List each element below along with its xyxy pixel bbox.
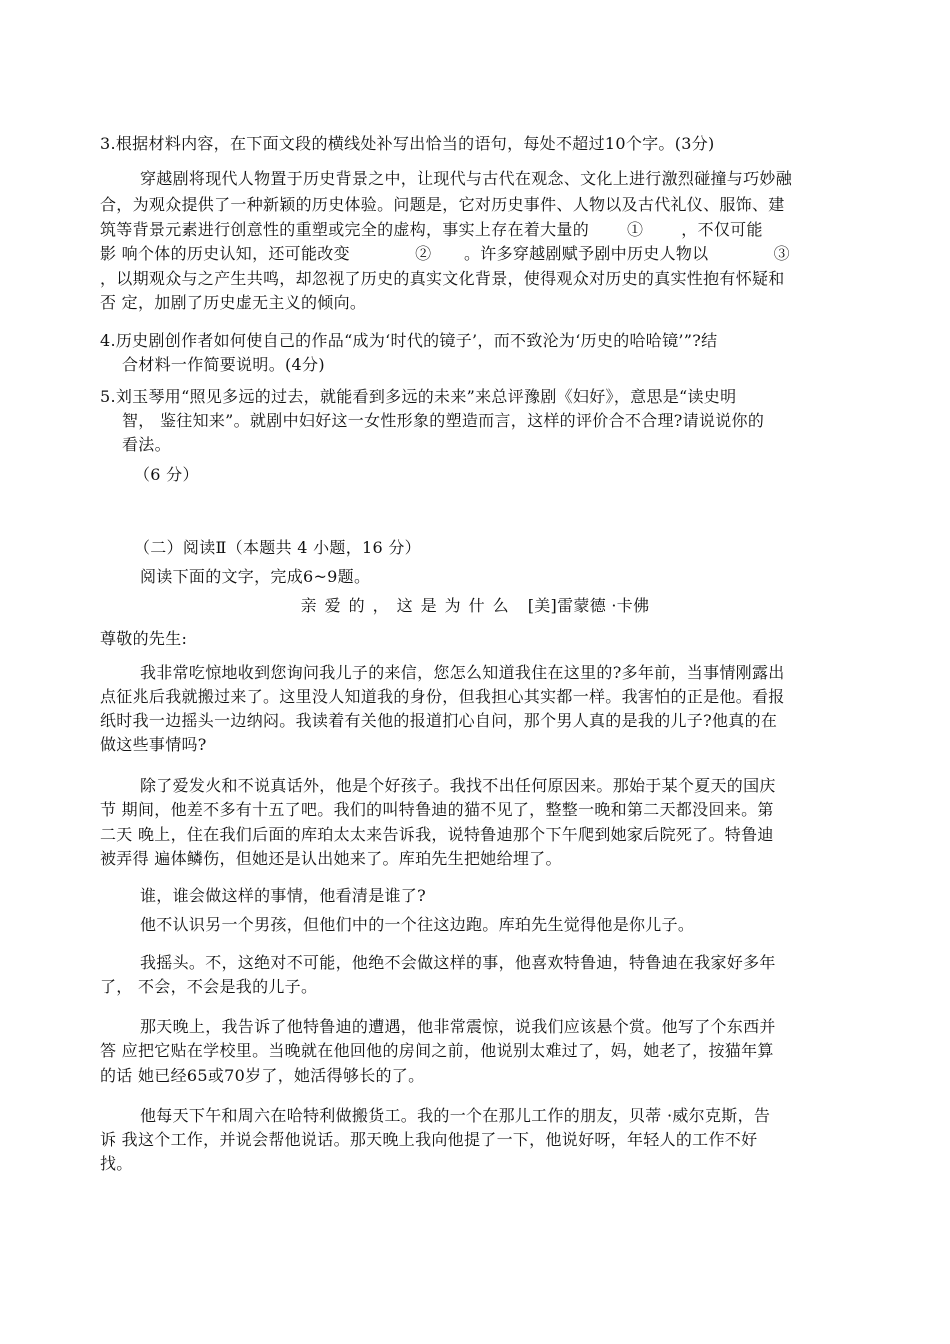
q3-passage-line-4: 影 响个体的历史认知，还可能改变 ② 。许多穿越剧赋予剧中历史人物以 ③ bbox=[100, 244, 790, 263]
q3-passage-line-6: 否 定，加剧了历史虚无主义的倾向。 bbox=[100, 293, 367, 312]
section2-heading: （二）阅读Ⅱ（本题共 4 小题，16 分） bbox=[134, 538, 421, 557]
letter-p5-line-1: 我摇头。不，这绝对不可能，他绝不会做这样的事，他喜欢特鲁迪，特鲁迪在我家好多年 bbox=[140, 953, 776, 972]
story-author: [美]雷蒙德 ·卡佛 bbox=[527, 596, 650, 615]
letter-p6-line-1: 那天晚上，我告诉了他特鲁迪的遭遇，他非常震惊，说我们应该悬个赏。他写了个东西并 bbox=[140, 1017, 776, 1036]
section2-instruction: 阅读下面的文字，完成6~9题。 bbox=[140, 567, 371, 586]
letter-p1-line-4: 做这些事情吗? bbox=[100, 735, 207, 754]
q5-line-3: 看法。 bbox=[122, 435, 171, 454]
letter-p5-line-2: 了， 不会，不会是我的儿子。 bbox=[100, 977, 318, 996]
q4-line-2: 合材料一作简要说明。(4分) bbox=[122, 355, 325, 374]
letter-p6-line-2: 答 应把它贴在学校里。当晚就在他回他的房间之前，他说别太难过了，妈，她老了，按猫年算 bbox=[100, 1041, 774, 1060]
letter-p3: 谁，谁会做这样的事情，他看清是谁了? bbox=[140, 886, 426, 905]
letter-p7-line-2: 诉 我这个工作，并说会帮他说话。那天晚上我向他提了一下，他说好呀，年轻人的工作不好 bbox=[100, 1130, 758, 1149]
story-title: 亲爱的，这是为什么 bbox=[300, 596, 517, 615]
q3-stem: 3.根据材料内容，在下面文段的横线处补写出恰当的语句，每处不超过10个字。(3分) bbox=[100, 134, 715, 153]
letter-p2-line-1: 除了爱发火和不说真话外，他是个好孩子。我找不出任何原因来。那始于某个夏天的国庆 bbox=[140, 776, 776, 795]
story-title-line bbox=[0, 593, 950, 619]
q3-passage-line-3: 筑等背景元素进行创意性的重塑或完全的虚构，事实上存在着大量的 ① ，不仅可能 bbox=[100, 220, 763, 239]
letter-p2-line-2: 节 期间，他差不多有十五了吧。我们的叫特鲁迪的猫不见了，整整一晚和第二天都没回来。第 bbox=[100, 800, 774, 819]
q5-score: （6 分） bbox=[134, 465, 199, 484]
letter-p7-line-1: 他每天下午和周六在哈特利做搬货工。我的一个在那儿工作的朋友，贝蒂 ·威尔克斯，告 bbox=[140, 1106, 771, 1125]
letter-salutation: 尊敬的先生: bbox=[100, 629, 188, 648]
q3-passage-line-1: 穿越剧将现代人物置于历史背景之中，让现代与古代在观念、文化上进行激烈碰撞与巧妙融 bbox=[140, 169, 793, 188]
letter-p1-line-1: 我非常吃惊地收到您询问我儿子的来信，您怎么知道我住在这里的?多年前，当事情刚露出 bbox=[140, 663, 785, 682]
letter-p1-line-2: 点征兆后我就搬过来了。这里没人知道我的身份，但我担心其实都一样。我害怕的正是他。看报 bbox=[100, 687, 785, 706]
q3-passage-line-5: ，以期观众与之产生共鸣，却忽视了历史的真实文化背景，使得观众对历史的真实性抱有怀疑和 bbox=[100, 269, 785, 288]
letter-p2-line-3: 二天 晚上，住在我们后面的库珀太太来告诉我，说特鲁迪那个下午爬到她家后院死了。特鲁迪 bbox=[100, 825, 774, 844]
q5-line-2: 智， 鉴往知来”。就剧中妇好这一女性形象的塑造而言，这样的评价合不合理?请说说你的 bbox=[122, 411, 765, 430]
letter-p1-line-3: 纸时我一边摇头一边纳闷。我读着有关他的报道扪心自问，那个男人真的是我的儿子?他真的在 bbox=[100, 711, 778, 730]
letter-p2-line-4: 被弄得 遍体鳞伤，但她还是认出她来了。库珀先生把她给埋了。 bbox=[100, 849, 562, 868]
letter-p4: 他不认识另一个男孩，但他们中的一个往这边跑。库珀先生觉得他是你儿子。 bbox=[140, 915, 695, 934]
q3-passage-line-2: 合，为观众提供了一种新颖的历史体验。问题是，它对历史事件、人物以及古代礼仪、服饰、建 bbox=[100, 195, 785, 214]
q4-line-1: 4.历史剧创作者如何使自己的作品“成为‘时代的镜子’，而不致沦为‘历史的哈哈镜’”?结 bbox=[100, 331, 718, 350]
letter-p7-line-3: 找。 bbox=[100, 1154, 133, 1173]
q5-line-1: 5.刘玉琴用“照见多远的过去，就能看到多远的未来”来总评豫剧《妇好》，意思是“读史明 bbox=[100, 387, 737, 406]
letter-p6-line-3: 的话 她已经65或70岁了，她活得够长的了。 bbox=[100, 1066, 425, 1085]
